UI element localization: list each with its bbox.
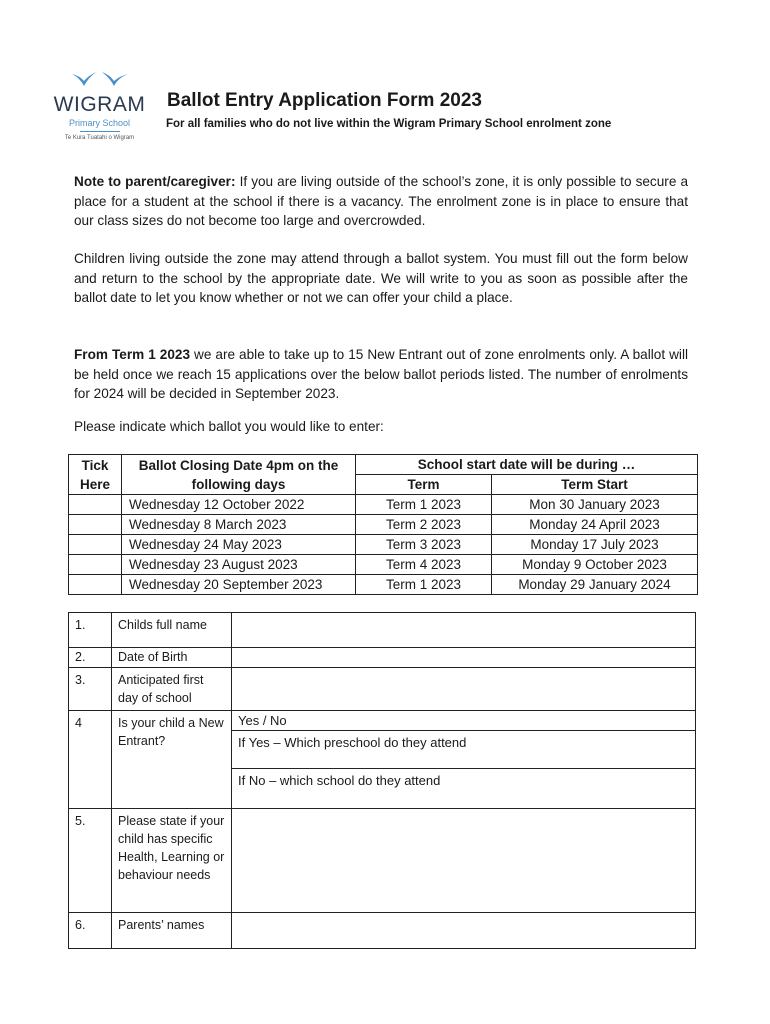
term-start-cell: Monday 9 October 2023 <box>492 555 698 575</box>
birds-icon <box>70 70 130 92</box>
tick-cell[interactable] <box>69 535 122 555</box>
row-number: 3. <box>69 668 112 711</box>
note-paragraph <box>74 172 688 231</box>
row-number: 2. <box>69 648 112 668</box>
table-row <box>69 648 696 668</box>
term-start-cell: Monday 24 April 2023 <box>492 515 698 535</box>
closing-date-cell: Wednesday 12 October 2022 <box>122 495 356 515</box>
child-name-field[interactable] <box>232 613 696 648</box>
new-entrant-yes-no[interactable]: Yes / No <box>232 711 696 731</box>
term-header: Term <box>356 475 492 495</box>
row-label: Childs full name <box>112 613 232 648</box>
row-number: 4 <box>69 711 112 809</box>
tick-cell[interactable] <box>69 515 122 535</box>
row-label: Date of Birth <box>112 648 232 668</box>
term-cell: Term 1 2023 <box>356 575 492 595</box>
table-row <box>69 535 698 555</box>
term-note-text: we are able to take up to 15 New Entrant out of zone enrolments only. A ballot will be held once we reach 15 applications over the below ballot periods listed. The number of enrolments for 2024 will be decided in September 2023. <box>74 347 688 401</box>
ballot-info-paragraph: Children living outside the zone may attend through a ballot system. You must fill out the form below and return to the school by the appropriate date. We will write to you as soon as possible after the ballot date to let you know whether or not we can offer your child a place. <box>74 251 688 305</box>
table-row <box>69 809 696 913</box>
needs-field[interactable] <box>232 809 696 913</box>
term-start-cell: Monday 17 July 2023 <box>492 535 698 555</box>
tick-cell[interactable] <box>69 555 122 575</box>
term-start-cell: Monday 29 January 2024 <box>492 575 698 595</box>
term-cell: Term 2 2023 <box>356 515 492 535</box>
term-note-paragraph <box>74 345 688 404</box>
table-row <box>69 555 698 575</box>
date-of-birth-field[interactable] <box>232 648 696 668</box>
instruction-text: Please indicate which ballot you would like to enter: <box>74 419 384 434</box>
logo-maori-text: Te Kura Tuatahi o Wigram <box>64 135 135 141</box>
school-logo <box>52 70 147 142</box>
closing-date-cell: Wednesday 24 May 2023 <box>122 535 356 555</box>
note-label: Note to parent/caregiver: <box>74 174 236 189</box>
term-cell: Term 1 2023 <box>356 495 492 515</box>
table-row <box>69 515 698 535</box>
first-day-field[interactable] <box>232 668 696 711</box>
row-label: Please state if your child has specific Health, Learning or behaviour needs <box>112 809 232 913</box>
parents-names-field[interactable] <box>232 913 696 949</box>
table-row <box>69 668 696 711</box>
logo-name: WIGRAM <box>53 93 146 116</box>
term-cell: Term 3 2023 <box>356 535 492 555</box>
page-title: Ballot Entry Application Form 2023 <box>167 90 482 111</box>
tick-cell[interactable] <box>69 575 122 595</box>
closing-date-cell: Wednesday 23 August 2023 <box>122 555 356 575</box>
preschool-field[interactable]: If Yes – Which preschool do they attend <box>232 731 696 769</box>
table-row <box>69 913 696 949</box>
row-label: Is your child a New Entrant? <box>112 711 232 809</box>
closing-date-cell: Wednesday 8 March 2023 <box>122 515 356 535</box>
ballot-header-row <box>69 455 698 475</box>
row-number: 5. <box>69 809 112 913</box>
page-subtitle: For all families who do not live within the Wigram Primary School enrolment zone <box>166 118 612 130</box>
school-start-header: School start date will be during … <box>356 455 698 475</box>
term-start-header: Term Start <box>492 475 698 495</box>
table-row <box>69 575 698 595</box>
closing-date-cell: Wednesday 20 September 2023 <box>122 575 356 595</box>
closing-date-header: Ballot Closing Date 4pm on the following days <box>122 455 356 495</box>
table-row <box>69 711 696 731</box>
table-row <box>69 495 698 515</box>
term-cell: Term 4 2023 <box>356 555 492 575</box>
previous-school-field[interactable]: If No – which school do they attend <box>232 769 696 809</box>
tick-header: Tick Here <box>69 455 122 495</box>
row-label: Anticipated first day of school <box>112 668 232 711</box>
tick-cell[interactable] <box>69 495 122 515</box>
term-start-cell: Mon 30 January 2023 <box>492 495 698 515</box>
child-details-table <box>68 612 696 949</box>
row-label: Parents’ names <box>112 913 232 949</box>
logo-divider <box>80 131 120 132</box>
note-text: If you are living outside of the school’s zone, it is only possible to secure a place for a student at the school if there is a vacancy. The enrolment zone is in place to ensure that our class sizes do not become too large and overcrowded. <box>74 174 689 228</box>
row-number: 1. <box>69 613 112 648</box>
ballot-table <box>68 454 698 595</box>
logo-subtitle: Primary School <box>68 118 131 128</box>
row-number: 6. <box>69 913 112 949</box>
table-row <box>69 613 696 648</box>
term-note-label: From Term 1 2023 <box>74 347 191 362</box>
